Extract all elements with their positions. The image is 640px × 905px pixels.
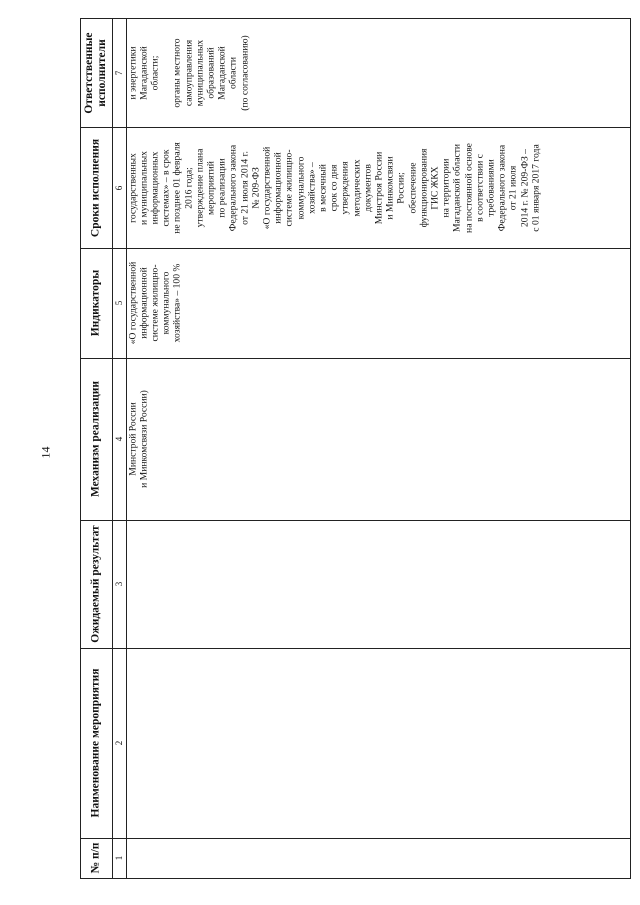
- column-header: Ожидаемый результат: [89, 525, 102, 643]
- responsible-cell-line: области: [227, 56, 239, 89]
- deadlines-cell-line: в месячный: [317, 163, 329, 212]
- deadlines-cell-line: утверждения: [339, 161, 351, 214]
- responsible-cell-line: Магаданской: [138, 45, 150, 100]
- deadlines-cell-line: требованиями: [485, 158, 497, 217]
- column-header: № п/п: [89, 842, 102, 874]
- indicators-cell-line: хозяйства» – 100 %: [171, 263, 183, 343]
- column-number-cell-1: [112, 838, 126, 878]
- column-header: Ответственные исполнители: [83, 31, 108, 114]
- deadlines-cell-line: срок со дня: [328, 164, 340, 211]
- deadlines-cell-line: и муниципальных: [138, 150, 150, 225]
- deadlines-cell-line: от 21 июля 2014 г.: [238, 150, 250, 225]
- column-number: 6: [114, 185, 124, 190]
- deadlines-cell-line: 2016 года;: [182, 166, 194, 209]
- number-body-cell: [126, 838, 630, 878]
- deadlines-cell-line: на территории: [440, 158, 452, 217]
- header-cell-5: [80, 248, 112, 358]
- responsible-cell: [126, 18, 630, 127]
- responsible-cell-line: образований: [205, 46, 217, 99]
- responsible-cell-line: и энергетики: [126, 45, 138, 100]
- responsible-cell-line: муниципальных: [194, 39, 206, 106]
- indicators-cell-line: «О государственной: [126, 261, 138, 345]
- responsible-cell-line: (по согласованию): [238, 34, 250, 111]
- header-cell-7: [80, 18, 112, 127]
- deadlines-cell-line: Федерального закона: [227, 144, 239, 231]
- header-cell-3: [80, 520, 112, 648]
- column-number: 4: [114, 436, 124, 442]
- page-number: 14: [38, 446, 53, 459]
- column-number: 7: [114, 70, 124, 75]
- column-header: Индикаторы: [89, 269, 102, 337]
- responsible-cell-line: области;: [149, 55, 161, 90]
- deadlines-cell-line: № 209-ФЗ: [250, 166, 262, 209]
- deadlines-cell-line: хозяйства» –: [306, 161, 318, 214]
- column-header: Механизм реализации: [89, 380, 102, 498]
- indicators-cell-line: системе жилищно-: [149, 264, 161, 342]
- deadlines-cell-line: ГИС ЖКХ: [429, 165, 441, 210]
- deadlines-cell-line: информационных: [149, 151, 161, 224]
- deadlines-cell-line: не позднее 01 февраля: [171, 141, 183, 234]
- mechanism-cell-line: и Минкомсвязи России): [138, 390, 150, 488]
- column-number-cell-5: [112, 248, 126, 358]
- column-number: 1: [114, 855, 124, 861]
- deadlines-cell-line: мероприятий: [205, 160, 217, 215]
- column-number-cell-6: [112, 127, 126, 248]
- header-cell-2: [80, 648, 112, 838]
- deadlines-cell-line: информационной: [272, 151, 284, 224]
- responsible-cell-line: органы местного: [171, 37, 183, 108]
- table-border-right: [630, 18, 631, 878]
- column-number: 5: [114, 300, 124, 306]
- deadlines-cell-line: по реализации: [216, 157, 228, 218]
- mechanism-cell-line: Минстрой России: [126, 402, 138, 476]
- header-cell-6: [80, 127, 112, 248]
- deadlines-cell-line: системе жилищно-: [283, 148, 295, 227]
- column-header: Сроки исполнения: [89, 138, 102, 237]
- column-number-cell-2: [112, 648, 126, 838]
- indicators-cell: [126, 248, 630, 358]
- deadlines-cell-line: Магаданской области: [451, 143, 463, 232]
- deadlines-cell-line: на постоянной основе: [462, 142, 474, 233]
- deadlines-cell-line: Федерального закона: [496, 144, 508, 231]
- deadlines-cell-line: системах» – в срок: [160, 149, 172, 226]
- column-number: 2: [114, 740, 124, 746]
- indicators-cell-line: информационной: [138, 267, 150, 339]
- deadlines-cell-line: с 01 января 2017 года: [530, 143, 542, 232]
- deadlines-cell-line: обеспечение: [406, 161, 418, 214]
- column-number: 3: [114, 581, 124, 587]
- column-number-cell-7: [112, 18, 126, 127]
- table-border-bottom: [80, 878, 631, 879]
- deadlines-cell-line: «О государственной: [261, 146, 273, 229]
- column-number-cell-3: [112, 520, 126, 648]
- deadlines-cell-line: России;: [395, 171, 407, 204]
- deadlines-cell-line: утверждение плана: [194, 148, 206, 227]
- activity-name-body-cell: [126, 648, 630, 838]
- deadlines-cell-line: 2014 г. № 209-ФЗ –: [518, 148, 530, 227]
- header-cell-1: [80, 838, 112, 878]
- responsible-cell-line: самоуправления: [182, 39, 194, 106]
- responsible-cell-line: Магаданской: [216, 45, 228, 100]
- column-header: Наименование мероприятия: [89, 668, 102, 818]
- header-cell-4: [80, 358, 112, 520]
- column-number-cell-4: [112, 358, 126, 520]
- expected-result-body-cell: [126, 520, 630, 648]
- deadlines-cell-line: в соответствии с: [474, 153, 486, 222]
- deadlines-cell-line: Минстроя России: [373, 151, 385, 224]
- indicators-cell-line: коммунального: [160, 271, 172, 335]
- deadlines-cell-line: коммунального: [294, 156, 306, 219]
- deadlines-cell-line: документов: [362, 163, 374, 212]
- deadlines-cell-line: государственных: [126, 152, 138, 223]
- deadlines-cell-line: и Минкомсвязи: [384, 155, 396, 220]
- deadlines-cell-line: функционирования: [418, 148, 430, 227]
- deadlines-cell-line: от 21 июля: [507, 165, 519, 210]
- deadlines-cell: [126, 127, 630, 248]
- deadlines-cell-line: методических: [350, 158, 362, 217]
- mechanism-cell: [126, 358, 630, 520]
